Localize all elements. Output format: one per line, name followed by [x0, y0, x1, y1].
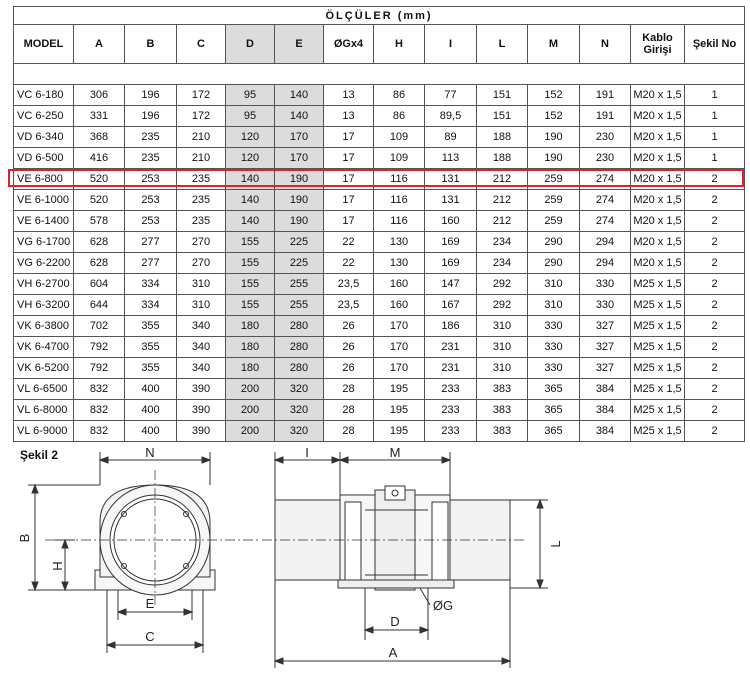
- table-row: [14, 232, 745, 253]
- value-cell: 225: [275, 232, 324, 253]
- header-model: MODEL: [14, 25, 74, 64]
- value-cell: 210: [177, 127, 226, 148]
- header-kablo-girişi: Kablo Girişi: [631, 25, 685, 64]
- value-cell: 170: [374, 358, 425, 379]
- value-cell: 230: [580, 127, 631, 148]
- value-cell: 2: [685, 190, 745, 211]
- value-cell: 170: [374, 316, 425, 337]
- value-cell: 155: [226, 232, 275, 253]
- value-cell: 2: [685, 316, 745, 337]
- header-a: A: [74, 25, 125, 64]
- model-cell: VG 6-2200: [14, 253, 74, 274]
- value-cell: 140: [275, 85, 324, 106]
- value-cell: 140: [275, 106, 324, 127]
- value-cell: 310: [528, 274, 580, 295]
- table-row: [14, 253, 745, 274]
- value-cell: 310: [477, 337, 528, 358]
- value-cell: M25 x 1,5: [631, 295, 685, 316]
- value-cell: 2: [685, 211, 745, 232]
- header-m: M: [528, 25, 580, 64]
- value-cell: 310: [528, 295, 580, 316]
- value-cell: 190: [275, 190, 324, 211]
- table-title: ÖLÇÜLER (mm): [14, 7, 745, 25]
- table-row: [14, 337, 745, 358]
- table-row: [14, 106, 745, 127]
- value-cell: 109: [374, 127, 425, 148]
- value-cell: 191: [580, 85, 631, 106]
- value-cell: M20 x 1,5: [631, 190, 685, 211]
- value-cell: 320: [275, 400, 324, 421]
- value-cell: 212: [477, 211, 528, 232]
- value-cell: M25 x 1,5: [631, 421, 685, 442]
- value-cell: 233: [425, 379, 477, 400]
- value-cell: 130: [374, 253, 425, 274]
- value-cell: 355: [125, 358, 177, 379]
- value-cell: 270: [177, 253, 226, 274]
- value-cell: 365: [528, 421, 580, 442]
- value-cell: 277: [125, 253, 177, 274]
- value-cell: 200: [226, 421, 275, 442]
- value-cell: 253: [125, 190, 177, 211]
- value-cell: 330: [528, 337, 580, 358]
- value-cell: M25 x 1,5: [631, 316, 685, 337]
- value-cell: M20 x 1,5: [631, 253, 685, 274]
- value-cell: 340: [177, 358, 226, 379]
- value-cell: 169: [425, 232, 477, 253]
- value-cell: 832: [74, 421, 125, 442]
- model-cell: VG 6-1700: [14, 232, 74, 253]
- value-cell: 2: [685, 358, 745, 379]
- value-cell: 1: [685, 106, 745, 127]
- value-cell: 330: [528, 316, 580, 337]
- value-cell: 95: [226, 85, 275, 106]
- value-cell: 2: [685, 232, 745, 253]
- value-cell: 131: [425, 190, 477, 211]
- model-cell: VK 6-3800: [14, 316, 74, 337]
- value-cell: 210: [177, 148, 226, 169]
- value-cell: 233: [425, 400, 477, 421]
- value-cell: 259: [528, 211, 580, 232]
- value-cell: 644: [74, 295, 125, 316]
- value-cell: 280: [275, 337, 324, 358]
- value-cell: 190: [275, 211, 324, 232]
- value-cell: 520: [74, 190, 125, 211]
- value-cell: 253: [125, 169, 177, 190]
- value-cell: 180: [226, 316, 275, 337]
- value-cell: 1: [685, 85, 745, 106]
- value-cell: 334: [125, 274, 177, 295]
- dim-label-m: M: [389, 445, 401, 460]
- end-view-drawing: [28, 452, 260, 653]
- header-n: N: [580, 25, 631, 64]
- header-d: D: [226, 25, 275, 64]
- dim-label-c: C: [145, 629, 155, 644]
- value-cell: 355: [125, 337, 177, 358]
- value-cell: 253: [125, 211, 177, 232]
- value-cell: 231: [425, 337, 477, 358]
- value-cell: M20 x 1,5: [631, 169, 685, 190]
- model-cell: VL 6-6500: [14, 379, 74, 400]
- table-row: [14, 211, 745, 232]
- value-cell: 17: [324, 127, 374, 148]
- value-cell: 172: [177, 106, 226, 127]
- value-cell: 2: [685, 400, 745, 421]
- value-cell: 310: [177, 295, 226, 316]
- spacer-row: [14, 64, 745, 85]
- value-cell: 320: [275, 421, 324, 442]
- value-cell: 320: [275, 379, 324, 400]
- value-cell: 180: [226, 358, 275, 379]
- value-cell: 310: [477, 316, 528, 337]
- value-cell: 160: [425, 211, 477, 232]
- value-cell: 294: [580, 232, 631, 253]
- value-cell: 26: [324, 316, 374, 337]
- value-cell: 23,5: [324, 274, 374, 295]
- value-cell: 116: [374, 211, 425, 232]
- value-cell: 330: [580, 295, 631, 316]
- table-row: [14, 127, 745, 148]
- value-cell: 365: [528, 400, 580, 421]
- header-şekil-no: Şekil No: [685, 25, 745, 64]
- value-cell: 22: [324, 232, 374, 253]
- header-c: C: [177, 25, 226, 64]
- technical-drawing: [0, 440, 750, 673]
- value-cell: 170: [275, 127, 324, 148]
- value-cell: M20 x 1,5: [631, 127, 685, 148]
- value-cell: 274: [580, 190, 631, 211]
- value-cell: 231: [425, 358, 477, 379]
- value-cell: 235: [125, 148, 177, 169]
- value-cell: 89: [425, 127, 477, 148]
- value-cell: 310: [477, 358, 528, 379]
- value-cell: 702: [74, 316, 125, 337]
- value-cell: 235: [177, 211, 226, 232]
- value-cell: 120: [226, 127, 275, 148]
- value-cell: 2: [685, 253, 745, 274]
- value-cell: 259: [528, 169, 580, 190]
- value-cell: 234: [477, 232, 528, 253]
- value-cell: 147: [425, 274, 477, 295]
- value-cell: 604: [74, 274, 125, 295]
- value-cell: 160: [374, 295, 425, 316]
- value-cell: 383: [477, 379, 528, 400]
- value-cell: 330: [528, 358, 580, 379]
- value-cell: 233: [425, 421, 477, 442]
- value-cell: 2: [685, 169, 745, 190]
- value-cell: 13: [324, 85, 374, 106]
- header-h: H: [374, 25, 425, 64]
- value-cell: 327: [580, 358, 631, 379]
- value-cell: 400: [125, 379, 177, 400]
- table-row: [14, 316, 745, 337]
- value-cell: 792: [74, 337, 125, 358]
- value-cell: M20 x 1,5: [631, 148, 685, 169]
- value-cell: 212: [477, 169, 528, 190]
- value-cell: 26: [324, 358, 374, 379]
- value-cell: 390: [177, 400, 226, 421]
- model-cell: VC 6-180: [14, 85, 74, 106]
- table-row: [14, 358, 745, 379]
- value-cell: 2: [685, 337, 745, 358]
- value-cell: 2: [685, 379, 745, 400]
- value-cell: 95: [226, 106, 275, 127]
- value-cell: 255: [275, 274, 324, 295]
- value-cell: 306: [74, 85, 125, 106]
- value-cell: 190: [528, 127, 580, 148]
- value-cell: M20 x 1,5: [631, 232, 685, 253]
- header-row: [14, 25, 745, 64]
- value-cell: 28: [324, 421, 374, 442]
- value-cell: M25 x 1,5: [631, 379, 685, 400]
- model-cell: VH 6-3200: [14, 295, 74, 316]
- value-cell: M25 x 1,5: [631, 400, 685, 421]
- value-cell: 255: [275, 295, 324, 316]
- value-cell: 235: [177, 169, 226, 190]
- value-cell: 191: [580, 106, 631, 127]
- value-cell: M25 x 1,5: [631, 337, 685, 358]
- value-cell: 2: [685, 295, 745, 316]
- value-cell: 89,5: [425, 106, 477, 127]
- dim-label-b: B: [17, 533, 32, 543]
- value-cell: 188: [477, 148, 528, 169]
- value-cell: 327: [580, 316, 631, 337]
- table-row: [14, 421, 745, 442]
- value-cell: 23,5: [324, 295, 374, 316]
- model-cell: VK 6-4700: [14, 337, 74, 358]
- model-cell: VE 6-1400: [14, 211, 74, 232]
- model-cell: VL 6-9000: [14, 421, 74, 442]
- model-cell: VH 6-2700: [14, 274, 74, 295]
- value-cell: 13: [324, 106, 374, 127]
- value-cell: 384: [580, 421, 631, 442]
- value-cell: 212: [477, 190, 528, 211]
- value-cell: M25 x 1,5: [631, 274, 685, 295]
- value-cell: 310: [177, 274, 226, 295]
- model-cell: VC 6-250: [14, 106, 74, 127]
- table-row: [14, 400, 745, 421]
- model-cell: VD 6-500: [14, 148, 74, 169]
- table-row: [14, 295, 745, 316]
- header--gx4: ØGx4: [324, 25, 374, 64]
- dim-label-d: D: [390, 614, 400, 629]
- value-cell: 155: [226, 295, 275, 316]
- model-cell: VD 6-340: [14, 127, 74, 148]
- value-cell: 355: [125, 316, 177, 337]
- value-cell: 131: [425, 169, 477, 190]
- value-cell: 155: [226, 274, 275, 295]
- model-cell: VE 6-1000: [14, 190, 74, 211]
- dimensions-table: [13, 6, 745, 442]
- value-cell: 390: [177, 379, 226, 400]
- header-b: B: [125, 25, 177, 64]
- value-cell: 170: [374, 337, 425, 358]
- value-cell: 327: [580, 337, 631, 358]
- header-l: L: [477, 25, 528, 64]
- value-cell: 190: [275, 169, 324, 190]
- value-cell: 130: [374, 232, 425, 253]
- value-cell: 400: [125, 421, 177, 442]
- table-row: [14, 190, 745, 211]
- value-cell: 200: [226, 400, 275, 421]
- value-cell: 172: [177, 85, 226, 106]
- value-cell: 520: [74, 169, 125, 190]
- value-cell: 235: [177, 190, 226, 211]
- dim-label-n: N: [145, 445, 155, 460]
- value-cell: 77: [425, 85, 477, 106]
- side-view-drawing: [262, 452, 548, 668]
- value-cell: 234: [477, 253, 528, 274]
- value-cell: 277: [125, 232, 177, 253]
- table-row: [14, 85, 745, 106]
- value-cell: 280: [275, 316, 324, 337]
- value-cell: 152: [528, 106, 580, 127]
- value-cell: 384: [580, 400, 631, 421]
- table-row: [14, 169, 745, 190]
- dim-label-i: I: [305, 445, 309, 460]
- value-cell: 17: [324, 190, 374, 211]
- value-cell: 140: [226, 169, 275, 190]
- value-cell: 151: [477, 106, 528, 127]
- value-cell: 120: [226, 148, 275, 169]
- value-cell: 383: [477, 400, 528, 421]
- value-cell: M20 x 1,5: [631, 106, 685, 127]
- value-cell: 365: [528, 379, 580, 400]
- value-cell: 290: [528, 253, 580, 274]
- model-cell: VL 6-8000: [14, 400, 74, 421]
- value-cell: 140: [226, 190, 275, 211]
- value-cell: 196: [125, 85, 177, 106]
- value-cell: 116: [374, 169, 425, 190]
- value-cell: 292: [477, 274, 528, 295]
- table-row: [14, 379, 745, 400]
- figure-label: Şekil 2: [20, 448, 59, 462]
- value-cell: 368: [74, 127, 125, 148]
- dim-label-h: H: [50, 561, 65, 571]
- value-cell: 169: [425, 253, 477, 274]
- value-cell: 259: [528, 190, 580, 211]
- value-cell: 340: [177, 337, 226, 358]
- value-cell: 400: [125, 400, 177, 421]
- value-cell: 1: [685, 148, 745, 169]
- dim-label-g: ØG: [432, 598, 454, 613]
- value-cell: 292: [477, 295, 528, 316]
- value-cell: 383: [477, 421, 528, 442]
- value-cell: 290: [528, 232, 580, 253]
- value-cell: 390: [177, 421, 226, 442]
- value-cell: 416: [74, 148, 125, 169]
- dim-label-e: E: [145, 596, 155, 611]
- value-cell: 28: [324, 379, 374, 400]
- value-cell: 330: [580, 274, 631, 295]
- value-cell: 195: [374, 379, 425, 400]
- value-cell: 384: [580, 379, 631, 400]
- value-cell: 274: [580, 211, 631, 232]
- value-cell: 86: [374, 85, 425, 106]
- value-cell: 832: [74, 379, 125, 400]
- value-cell: 334: [125, 295, 177, 316]
- value-cell: 578: [74, 211, 125, 232]
- value-cell: 116: [374, 190, 425, 211]
- value-cell: 17: [324, 169, 374, 190]
- value-cell: 1: [685, 127, 745, 148]
- value-cell: 140: [226, 211, 275, 232]
- value-cell: 331: [74, 106, 125, 127]
- value-cell: 167: [425, 295, 477, 316]
- value-cell: 832: [74, 400, 125, 421]
- header-e: E: [275, 25, 324, 64]
- value-cell: 186: [425, 316, 477, 337]
- value-cell: 180: [226, 337, 275, 358]
- value-cell: 270: [177, 232, 226, 253]
- value-cell: 190: [528, 148, 580, 169]
- value-cell: 340: [177, 316, 226, 337]
- value-cell: 151: [477, 85, 528, 106]
- table-row: [14, 148, 745, 169]
- value-cell: 195: [374, 400, 425, 421]
- value-cell: 792: [74, 358, 125, 379]
- value-cell: 294: [580, 253, 631, 274]
- value-cell: 152: [528, 85, 580, 106]
- value-cell: 26: [324, 337, 374, 358]
- value-cell: 628: [74, 232, 125, 253]
- value-cell: 22: [324, 253, 374, 274]
- value-cell: 188: [477, 127, 528, 148]
- value-cell: 230: [580, 148, 631, 169]
- header-i: I: [425, 25, 477, 64]
- value-cell: 274: [580, 169, 631, 190]
- value-cell: 2: [685, 274, 745, 295]
- value-cell: 155: [226, 253, 275, 274]
- value-cell: 17: [324, 211, 374, 232]
- value-cell: 196: [125, 106, 177, 127]
- value-cell: M25 x 1,5: [631, 358, 685, 379]
- value-cell: M20 x 1,5: [631, 211, 685, 232]
- value-cell: 225: [275, 253, 324, 274]
- value-cell: 235: [125, 127, 177, 148]
- table-row: [14, 274, 745, 295]
- value-cell: 17: [324, 148, 374, 169]
- value-cell: 195: [374, 421, 425, 442]
- model-cell: VE 6-800: [14, 169, 74, 190]
- value-cell: 86: [374, 106, 425, 127]
- value-cell: 113: [425, 148, 477, 169]
- dim-label-l: L: [548, 540, 563, 548]
- value-cell: 280: [275, 358, 324, 379]
- value-cell: 160: [374, 274, 425, 295]
- value-cell: 170: [275, 148, 324, 169]
- value-cell: 200: [226, 379, 275, 400]
- value-cell: 109: [374, 148, 425, 169]
- value-cell: M20 x 1,5: [631, 85, 685, 106]
- value-cell: 2: [685, 421, 745, 442]
- model-cell: VK 6-5200: [14, 358, 74, 379]
- value-cell: 628: [74, 253, 125, 274]
- dim-label-a: A: [388, 645, 398, 660]
- value-cell: 28: [324, 400, 374, 421]
